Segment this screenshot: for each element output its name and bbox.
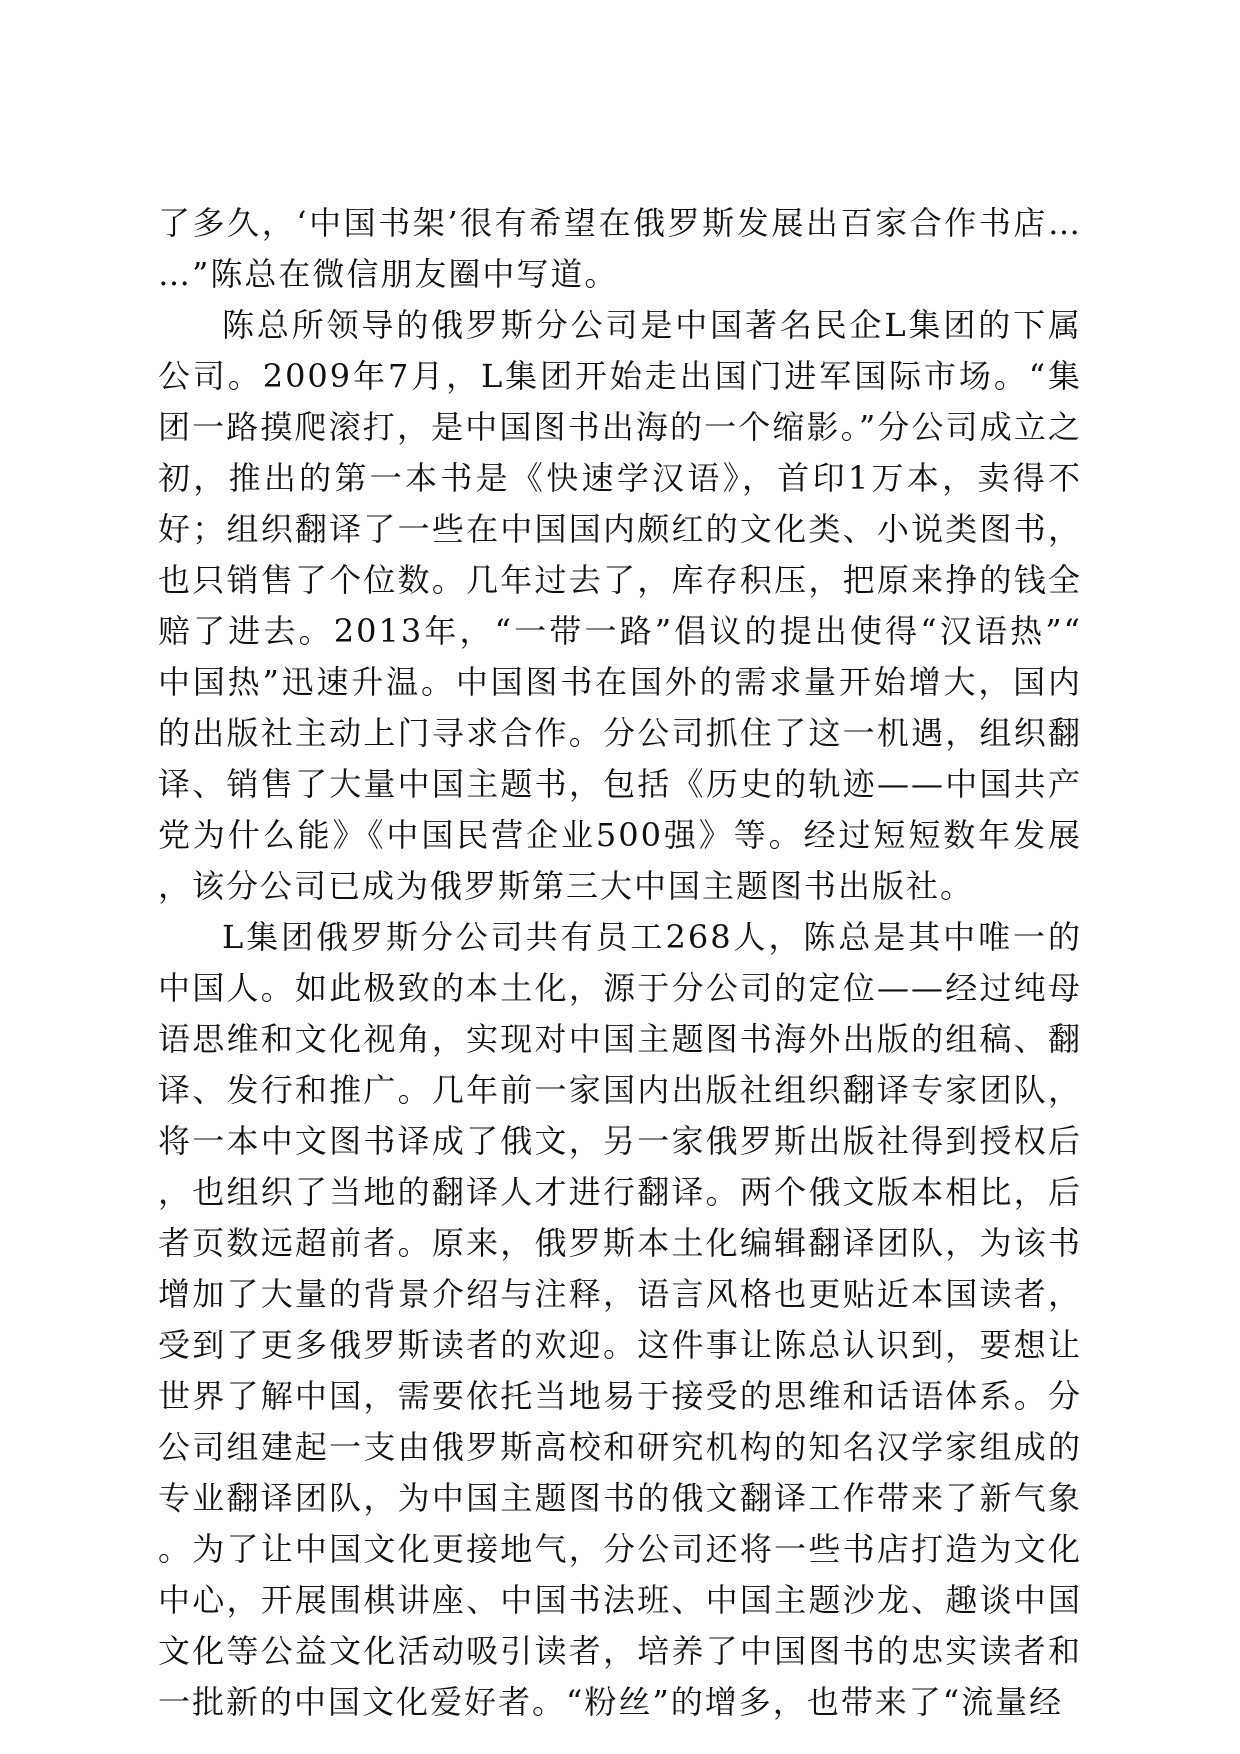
paragraph-3: L集团俄罗斯分公司共有员工268人，陈总是其中唯一的中国人。如此极致的本土化，源于分公司的定位——经过纯母语思维和文化视角，实现对中国主题图书海外出版的组稿、翻译、发行和推广。几年前一家国内出版社组织翻译专家团队，将一本中文图书译成了俄文，另一家俄罗斯出版社得到授权后，也组织了当地的翻译人才进行翻译。两个俄文版本相比，后者页数远超前者。原来，俄罗斯本土化编辑翻译团队，为该书增加了大量的背景介绍与注释，语言风格也更贴近本国读者，受到了更多俄罗斯读者的欢迎。这件事让陈总认识到，要想让世界了解中国，需要依托当地易于接受的思维和话语体系。分公司组建起一支由俄罗斯高校和研究机构的知名汉学家组成的专业翻译团队，为中国主题图书的俄文翻译工作带来了新气象。为了让中国文化更接地气，分公司还将一些书店打造为文化中心，开展围棋讲座、中国书法班、中国主题沙龙、趣谈中国文化等公益文化活动吸引读者，培养了中国图书的忠实读者和一批新的中国文化爱好者。“粉丝”的增多，也带来了“流量经 [158, 918, 1082, 1721]
paragraph-2: 陈总所领导的俄罗斯分公司是中国著名民企L集团的下属公司。2009年7月，L集团开始走出国门进军国际市场。“集团一路摸爬滚打，是中国图书出海的一个缩影。”分公司成立之初，推出的第一本书是《快速学汉语》，首印1万本，卖得不好；组织翻译了一些在中国国内颇红的文化类、小说类图书，也只销售了个位数。几年过去了，库存积压，把原来挣的钱全赔了进去。2013年，“一带一路”倡议的提出使得“汉语热”“中国热”迅速升温。中国图书在国外的需求量开始增大，国内的出版社主动上门寻求合作。分公司抓住了这一机遇，组织翻译、销售了大量中国主题书，包括《历史的轨迹——中国共产党为什么能》《中国民营企业500强》等。经过短短数年发展，该分公司已成为俄罗斯第三大中国主题图书出版社。 [158, 306, 1082, 905]
paragraph-1: 了多久，‘中国书架’很有希望在俄罗斯发展出百家合作书店……”陈总在微信朋友圈中写道。 [158, 204, 1082, 293]
document-page [158, 198, 1082, 1728]
